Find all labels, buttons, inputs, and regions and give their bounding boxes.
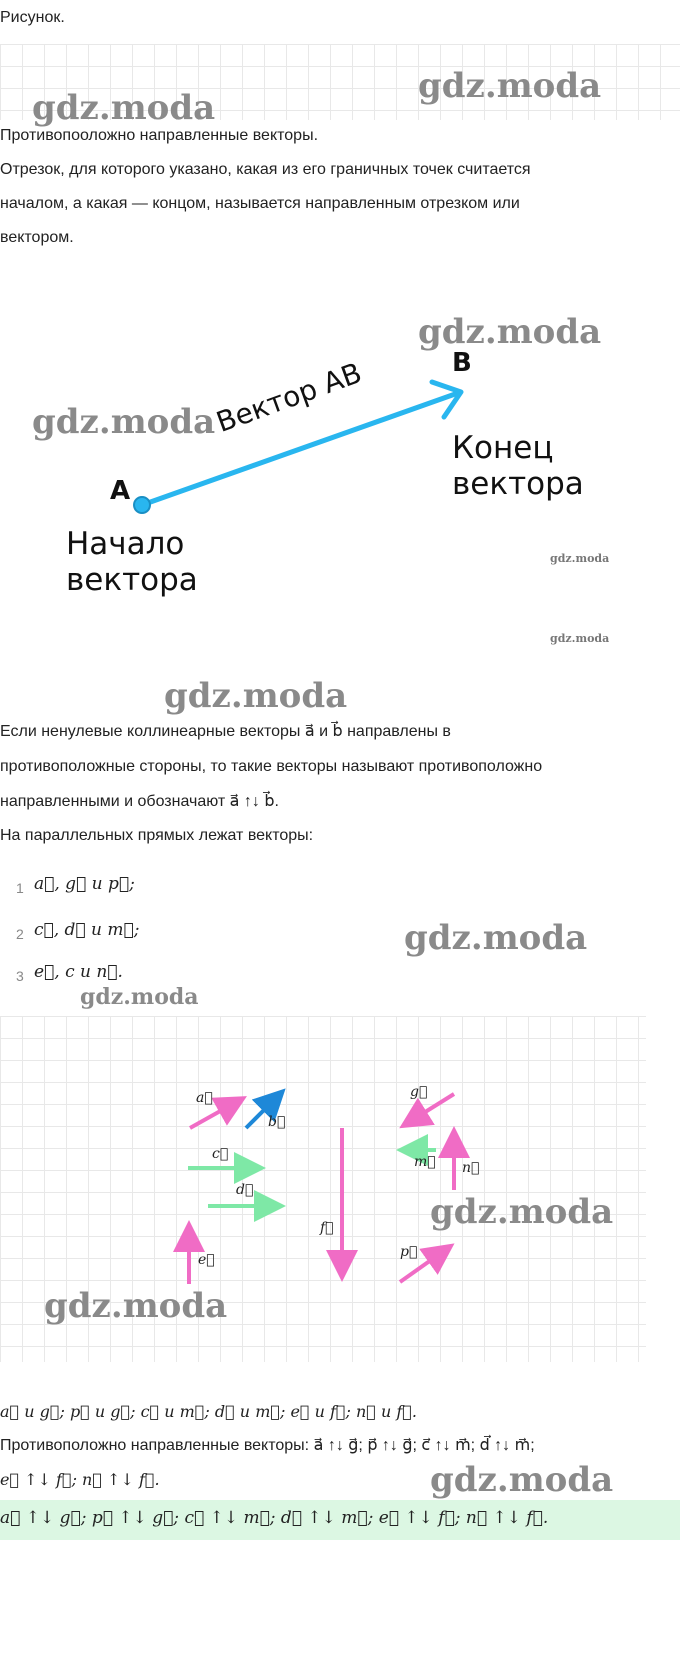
watermark: gdz.moda [418,312,602,352]
list-number: 3 [16,968,24,984]
watermark: gdz.moda [418,66,602,106]
watermark: gdz.moda [80,984,199,1010]
watermark: gdz.moda [32,402,216,442]
end-label-2: вектора [452,466,584,502]
vector-label-g: g⃗ [410,1084,428,1100]
start-label-2: вектора [66,562,198,598]
watermark: gdz.moda [44,1286,228,1326]
watermark: gdz.moda [430,1460,614,1500]
opposite-line-2: e⃗ ↑↓ f⃗; n⃗ ↑↓ f⃗. [0,1470,160,1489]
watermark: gdz.moda [164,676,348,716]
list-text: c⃗, d⃗ и m⃗; [34,920,140,940]
pairs-line: a⃗ и g⃗; p⃗ и g⃗; c⃗ и m⃗; d⃗ и m⃗; e⃗ и f⃗; n⃗ и f⃗. [0,1402,417,1421]
vector-diagram [0,290,680,660]
vector-label-p: p⃗ [400,1244,418,1260]
opposite-def-line-1: Если ненулевые коллинеарные векторы a⃗ и b⃗ направлены в [0,723,451,740]
definition-line-1: Отрезок, для которого указано, какая из его граничных точек считается [0,161,531,178]
parallel-intro: На параллельных прямых лежат векторы: [0,827,314,844]
opposite-line-1: Противоположно направленные векторы: a⃗ ↑↓ g⃗; p⃗ ↑↓ g⃗; c⃗ ↑↓ m⃗; d⃗ ↑↓ m⃗; [0,1437,535,1454]
watermark: gdz.moda [550,552,610,565]
watermark: gdz.moda [430,1192,614,1232]
watermark: gdz.moda [550,632,610,645]
opposite-def-line-2: противоположные стороны, то такие векторы называют противоположно [0,758,543,775]
start-label-1: Начало [66,526,185,562]
list-text: e⃗, с и n⃗. [34,962,123,982]
point-a-label: A [110,476,131,506]
vector-label-e: e⃗ [198,1252,215,1268]
list-number: 2 [16,926,24,942]
watermark: gdz.moda [404,918,588,958]
definition-line-3: вектором. [0,229,74,246]
list-number: 1 [16,880,24,896]
answer-line: a⃗ ↑↓ g⃗; p⃗ ↑↓ g⃗; c⃗ ↑↓ m⃗; d⃗ ↑↓ m⃗; e⃗ ↑↓ f⃗; n⃗ ↑↓ f⃗. [0,1508,549,1528]
definition-line-2: началом, а какая — концом, называется направленным отрезком или [0,195,520,212]
watermark: gdz.moda [32,88,216,128]
vector-label-c: c⃗ [212,1146,229,1162]
vector-label-d: d⃗ [236,1182,254,1198]
list-text: a⃗, g⃗ и p⃗; [34,874,135,894]
vector-label-b: b⃗ [268,1114,286,1130]
vector-label-m: m⃗ [414,1154,436,1170]
vector-label-n: n⃗ [462,1160,480,1176]
point-b-label: B [452,348,472,378]
vectors-grid-figure [0,1016,646,1362]
end-label-1: Конец [452,430,554,466]
vector-label-f: f⃗ [320,1220,334,1236]
vector-ab-label: Вектор AB [212,356,366,440]
heading-opposite-vectors: Противопооложно направленные векторы. [0,127,319,144]
figure-caption: Рисунок. [0,9,65,26]
vector-label-a: a⃗ [196,1090,213,1106]
opposite-def-line-3: направленными и обозначают a⃗ ↑↓ b⃗. [0,793,279,810]
